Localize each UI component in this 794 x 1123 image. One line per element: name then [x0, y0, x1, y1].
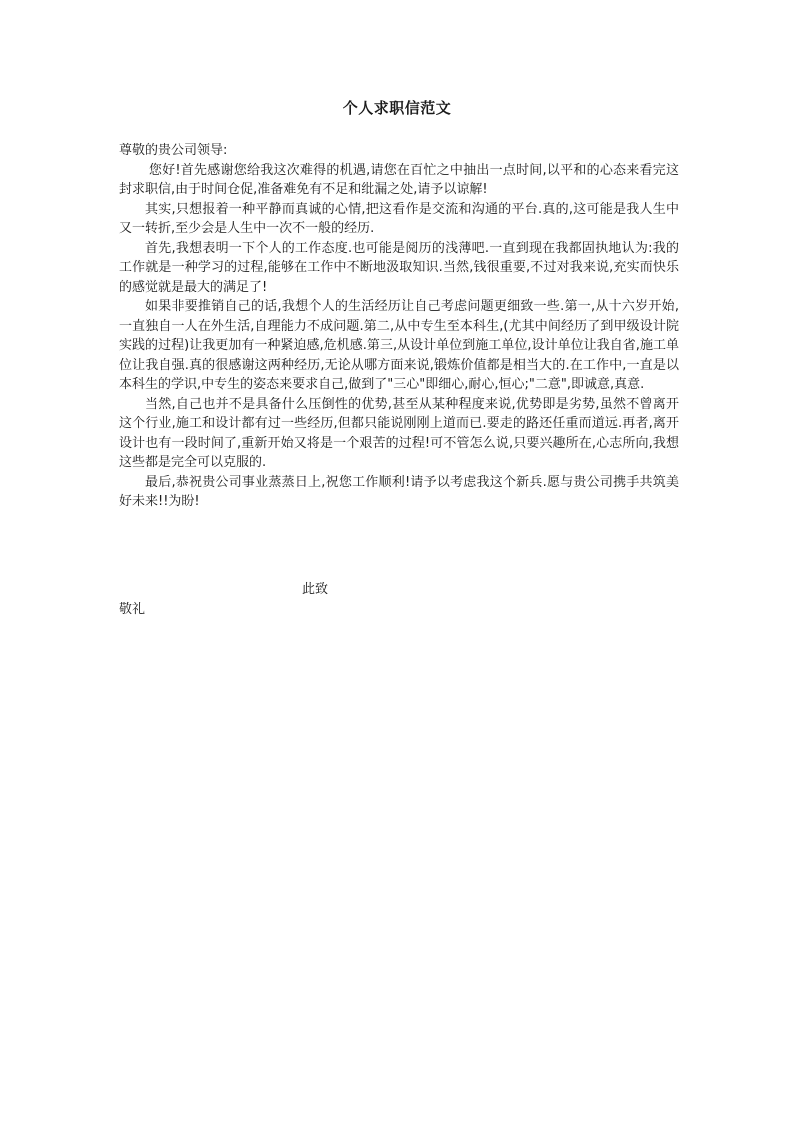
- paragraph-intent: 其实,只想报着一种平静而真诚的心情,把这看作是交流和沟通的平台.真的,这可能是我人生中又一转折,至少会是人生中一次不一般的经历.: [119, 201, 679, 236]
- salutation: 尊敬的贵公司领导:: [119, 143, 228, 158]
- paragraph-greeting: 您好!首先感谢您给我这次难得的机遇,请您在百忙之中抽出一点时间,以平和的心态来看完这封求职信,由于时间仓促,准备难免有不足和纰漏之处,请予以谅解!: [119, 162, 679, 197]
- document-title: 个人求职信范文: [342, 99, 452, 117]
- letter-body: [119, 141, 679, 512]
- paragraph-closing: 最后,恭祝贵公司事业蒸蒸日上,祝您工作顺利!请予以考虑我这个新兵.愿与贵公司携手共筑美好未来!!为盼!: [119, 474, 679, 509]
- closing-jing-li: 敬礼: [119, 602, 146, 617]
- paragraph-attitude: 首先,我想表明一下个人的工作态度.也可能是阅历的浅薄吧.一直到现在我都固执地认为:我的工作就是一种学习的过程,能够在工作中不断地汲取知识.当然,钱很重要,不过对我来说,充实而快乐的感觉就是最大的满足了!: [119, 240, 679, 295]
- paragraph-self-assessment: 当然,自己也并不是具备什么压倒性的优势,甚至从某种程度来说,优势即是劣势,虽然不曾离开这个行业,施工和设计都有过一些经历,但都只能说刚刚上道而已.要走的路还任重而道远.再者,离开设计也有一段时间了,重新开始又将是一个艰苦的过程!可不管怎么说,只要兴趣所在,心志所向,我想这些都是完全可以克服的.: [119, 396, 679, 470]
- closing-ci-zhi: 此致: [302, 582, 329, 597]
- paragraph-experience: 如果非要推销自己的话,我想个人的生活经历让自己考虑问题更细致一些.第一,从十六岁开始,一直独自一人在外生活,自理能力不成问题.第二,从中专生至本科生,(尤其中间经历了到甲级设计院实践的过程)让我更加有一种紧迫感,危机感.第三,从设计单位到施工单位,设计单位让我自省,施工单位让我自强.真的很感谢这两种经历,无论从哪方面来说,锻炼价值都是相当大的.在工作中,一直是以本科生的学识,中专生的姿态来要求自己,做到了"三心"即细心,耐心,恒心;"二意",即诚意,真意.: [119, 299, 679, 392]
